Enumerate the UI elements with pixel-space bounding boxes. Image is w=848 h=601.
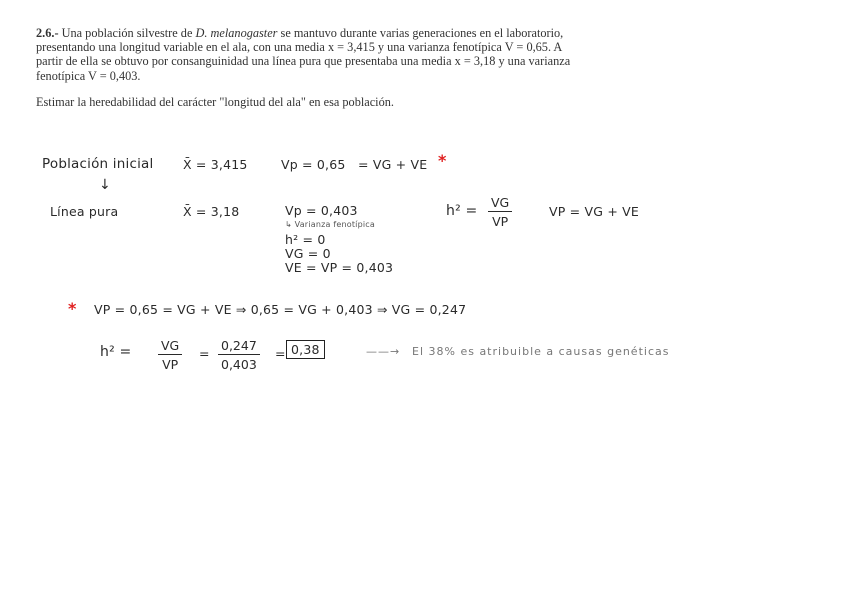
final-h2-label: h² =	[100, 344, 132, 360]
initial-mean: X̄ = 3,415	[183, 157, 248, 172]
down-arrow-icon: ↓	[99, 177, 111, 193]
h2-numerator: VG	[488, 195, 512, 212]
h2-denominator: VP	[492, 214, 509, 229]
final-comment: El 38% es atribuible a causas genéticas	[412, 345, 670, 358]
problem-paragraph	[36, 26, 576, 83]
pure-line-mean: X̄ = 3,18	[183, 204, 240, 219]
pure-line-label: Línea pura	[50, 204, 119, 219]
h2-label: h² =	[446, 203, 478, 219]
initial-vp: Vp = 0,65	[281, 157, 346, 172]
pure-line-ve: VE = VP = 0,403	[285, 260, 394, 275]
asterisk-mark: *	[438, 151, 447, 170]
asterisk-mark-2: *	[68, 299, 77, 318]
calculation-line: VP = 0,65 = VG + VE ⇒ 0,65 = VG + 0,403 ⇒ VG = 0,247	[94, 302, 467, 317]
equals-sign: =	[199, 346, 210, 361]
problem-question: Estimar la heredabilidad del carácter "longitud del ala" en esa población.	[36, 94, 394, 109]
species-name: D. melanogaster	[195, 26, 278, 40]
final-result: 0,38	[286, 340, 325, 359]
final-result-box	[286, 342, 325, 357]
initial-equation: = VG + VE	[358, 157, 428, 172]
problem-statement	[36, 26, 576, 109]
pure-line-vg: VG = 0	[285, 246, 331, 261]
phenotypic-variance-note: ↳ Varianza fenotípica	[285, 220, 375, 229]
pure-line-h2: h² = 0	[285, 232, 326, 247]
problem-text-b: se mantuvo durante varias generaciones en el laboratorio, presentando una longitud variable en el ala, con una media x = 3,415 y una varianza fenotípica V = 0,65. A partir de ella se obtuvo por consanguinidad una línea pura que presentaba una media x = 3,18 y una varianza fenotípica V = 0,403.	[36, 26, 571, 83]
final-denominator-1: VP	[162, 357, 179, 372]
pure-line-vp: Vp = 0,403	[285, 203, 358, 218]
final-denominator-2: 0,403	[221, 357, 257, 372]
problem-number: 2.6.-	[36, 26, 59, 40]
h2-fraction	[488, 195, 512, 229]
problem-text-a: Una población silvestre de	[58, 26, 196, 40]
final-numerator-2: 0,247	[218, 338, 260, 355]
vp-formula: VP = VG + VE	[549, 204, 640, 219]
initial-population-label: Población inicial	[42, 156, 154, 172]
equals-sign-2: =	[275, 346, 286, 361]
right-arrow-icon: ——→	[366, 345, 401, 358]
final-fraction-1	[158, 338, 182, 372]
final-fraction-2	[218, 338, 260, 372]
final-numerator-1: VG	[158, 338, 182, 355]
